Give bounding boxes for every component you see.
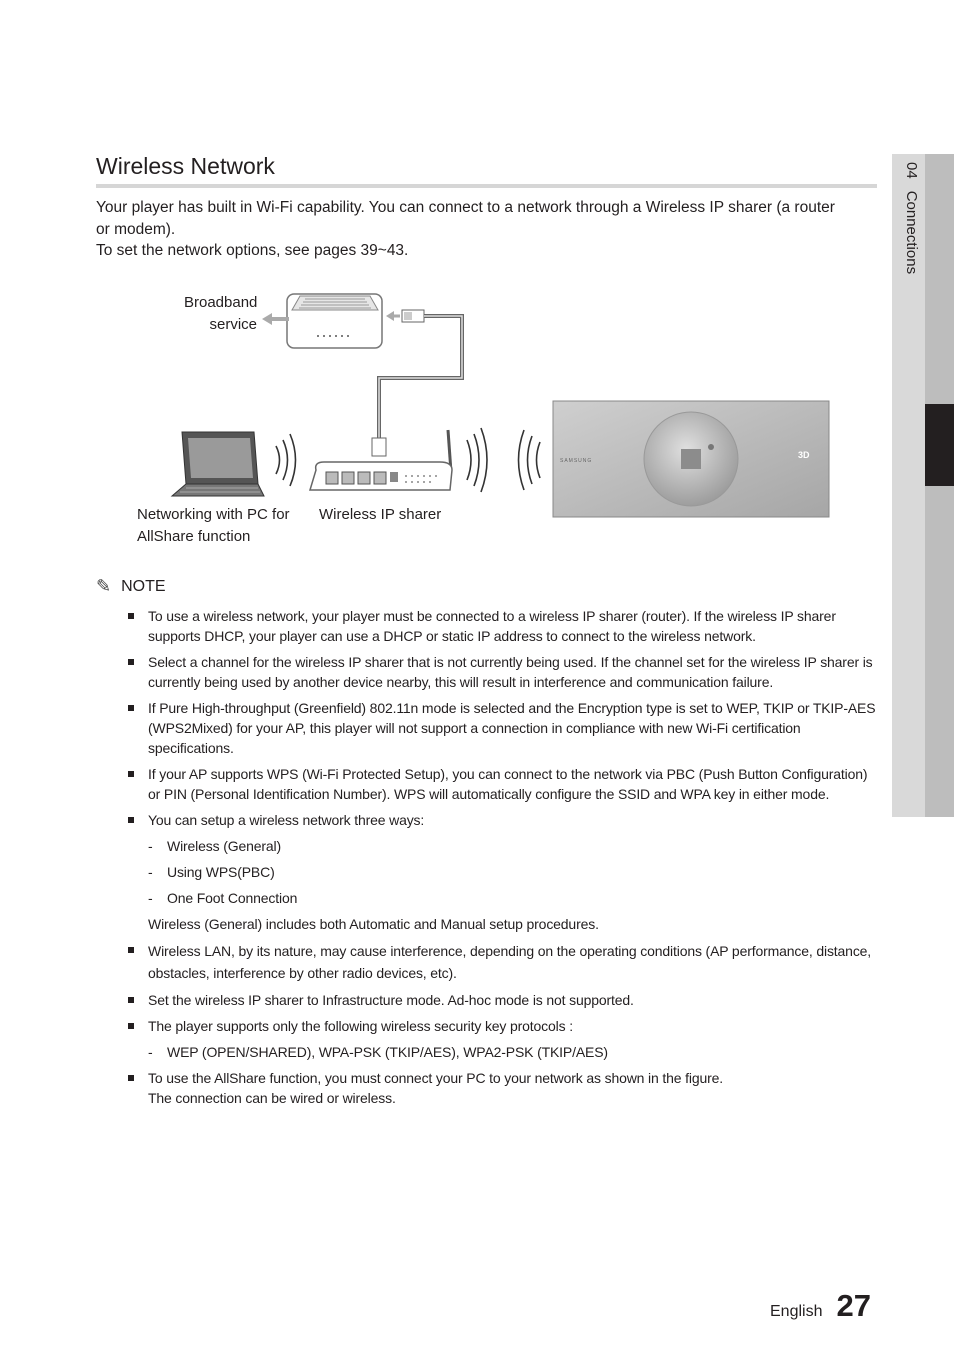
- sub-item: - WEP (OPEN/SHARED), WPA-PSK (TKIP/AES), WPA2-PSK (TKIP/AES): [148, 1044, 608, 1060]
- list-item-note: Wireless (General) includes both Automatic and Manual setup procedures.: [148, 916, 599, 932]
- bullet-icon: [128, 1075, 134, 1081]
- bullet-icon: [128, 613, 134, 619]
- list-item: [128, 698, 880, 758]
- bullet-icon: [128, 947, 134, 953]
- intro-text: [96, 197, 841, 262]
- list-item-text: If your AP supports WPS (Wi-Fi Protected Setup), you can connect to the network via PBC (Push Button Configuration) or PIN (Personal Identification Number). WPS will automatically configure the SSID and WPA key in either mode.: [148, 766, 868, 802]
- intro-paragraph: To set the network options, see pages 39~43.: [96, 242, 409, 259]
- list-item-text: If Pure High-throughput (Greenfield) 802.11n mode is selected and the Encryption type is set to WEP, TKIP or TKIP-AES (WPS2Mixed) for your AP, this player will not support a connection in compliance with new Wi-Fi certification specifications.: [148, 700, 876, 756]
- chapter-number: 04: [903, 162, 920, 179]
- chapter-name: Connections: [903, 190, 920, 275]
- sub-item-text: One Foot Connection: [167, 890, 298, 906]
- page-number: 27: [836, 1288, 871, 1323]
- network-diagram: [0, 280, 892, 560]
- bullet-icon: [128, 1023, 134, 1029]
- bluray-player-image: [553, 401, 829, 517]
- pc-label-line: AllShare function: [137, 528, 251, 545]
- bullet-icon: [128, 659, 134, 665]
- laptop-icon: [172, 432, 264, 496]
- broadband-label-line: Broadband: [184, 294, 258, 311]
- sub-item-text: Wireless (General): [167, 838, 281, 854]
- sub-item-text: Using WPS(PBC): [167, 864, 275, 880]
- note-heading: [96, 576, 166, 597]
- list-item: [128, 764, 880, 804]
- section-tab-label: [903, 162, 920, 274]
- bullet-icon: [128, 771, 134, 777]
- ethernet-plug-icon: [402, 310, 424, 322]
- list-item-note: The connection can be wired or wireless.: [148, 1090, 396, 1106]
- page-footer: [770, 1288, 871, 1324]
- list-item: [128, 990, 880, 1010]
- list-item: [128, 1016, 880, 1062]
- list-item-text: Select a channel for the wireless IP sharer that is not currently being used. If the channel set for the wireless IP sharer is currently being used by another device nearby, this will result in interference and communication failure.: [148, 654, 873, 690]
- list-item-text: The player supports only the following wireless security key protocols :: [148, 1018, 573, 1034]
- list-item-text: To use the AllShare function, you must connect your PC to your network as shown in the figure.: [148, 1070, 723, 1086]
- list-item-text: To use a wireless network, your player must be connected to a wireless IP sharer (router). If the wireless IP sharer supports DHCP, your player can use a DHCP or static IP address to connect to the wireless network.: [148, 608, 836, 644]
- page-title: Wireless Network: [96, 153, 275, 179]
- sharer-label: Wireless IP sharer: [319, 506, 442, 523]
- list-item: [128, 652, 880, 692]
- player-3d-logo: 3D: [798, 450, 810, 460]
- list-item: [128, 940, 880, 984]
- title-rule: [96, 184, 877, 188]
- list-item: [128, 1068, 880, 1108]
- pc-label: [137, 504, 290, 548]
- sub-item-text: WEP (OPEN/SHARED), WPA-PSK (TKIP/AES), WPA2-PSK (TKIP/AES): [167, 1044, 608, 1060]
- pencil-icon: ✎: [96, 576, 112, 596]
- bullet-icon: [128, 817, 134, 823]
- modem-icon: [287, 294, 382, 348]
- list-item: [128, 606, 880, 646]
- broadband-label: [184, 292, 257, 336]
- sub-item: - Wireless (General): [148, 838, 281, 854]
- list-item-text: Set the wireless IP sharer to Infrastructure mode. Ad-hoc mode is not supported.: [148, 992, 634, 1008]
- sub-item: - One Foot Connection: [148, 890, 298, 906]
- player-brand: SAMSUNG: [560, 458, 593, 464]
- bullet-icon: [128, 997, 134, 1003]
- bullet-icon: [128, 705, 134, 711]
- sub-item: - Using WPS(PBC): [148, 864, 275, 880]
- section-tab-marker: [925, 404, 954, 486]
- footer-language: English: [770, 1303, 823, 1320]
- note-list: [128, 606, 880, 1114]
- list-item: [128, 810, 880, 934]
- pc-label-line: Networking with PC for: [137, 506, 290, 523]
- intro-paragraph: Your player has built in Wi-Fi capability. You can connect to a network through a Wireless IP sharer (a router or modem).: [96, 199, 835, 238]
- list-item-text: You can setup a wireless network three ways:: [148, 812, 425, 828]
- list-item-text: Wireless LAN, by its nature, may cause interference, depending on the operating conditions (AP performance, distance, obstacles, interference by other radio devices, etc).: [148, 943, 872, 981]
- note-title: NOTE: [121, 577, 166, 595]
- broadband-label-line: service: [209, 316, 257, 333]
